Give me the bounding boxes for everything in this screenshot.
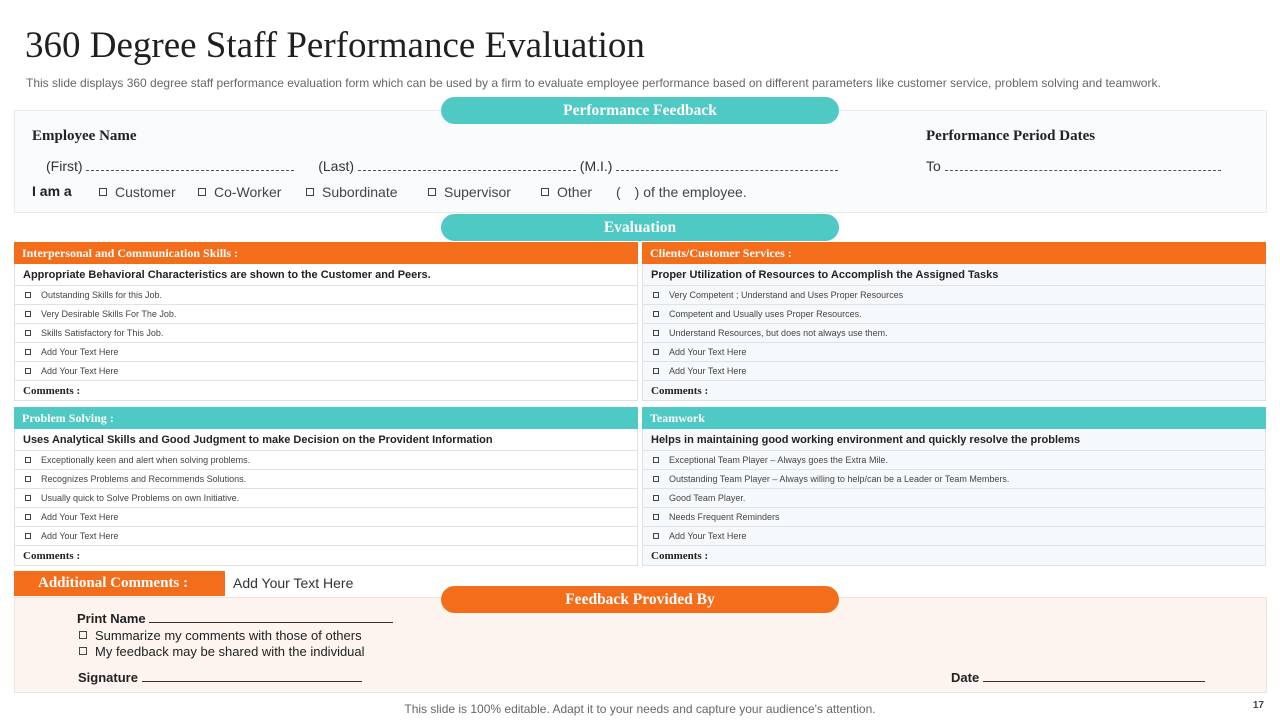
- section-title: Teamwork: [642, 407, 1266, 429]
- date-row: [951, 670, 1205, 685]
- employee-name-fields: [46, 158, 838, 174]
- checklist-item[interactable]: Competent and Usually uses Proper Resources.: [642, 305, 1266, 324]
- checkbox-icon: [25, 330, 31, 336]
- employee-name-label: Employee Name: [32, 128, 137, 144]
- checkbox-icon: [25, 533, 31, 539]
- section-subtitle: Proper Utilization of Resources to Accomplish the Assigned Tasks: [642, 264, 1266, 286]
- checklist-item[interactable]: Add Your Text Here: [14, 343, 638, 362]
- checklist-item[interactable]: Good Team Player.: [642, 489, 1266, 508]
- checkbox-icon: [25, 368, 31, 374]
- signature-row: [78, 670, 362, 685]
- date-label: Date: [951, 670, 980, 685]
- option-subordinate[interactable]: Subordinate: [306, 184, 398, 200]
- section-interpersonal: [14, 242, 638, 401]
- option-supervisor[interactable]: Supervisor: [428, 184, 511, 200]
- first-name-label: (First): [46, 158, 83, 174]
- checkbox-icon: [653, 330, 659, 336]
- checkbox-icon: [653, 292, 659, 298]
- checkbox-icon: [25, 311, 31, 317]
- checklist-item[interactable]: Understand Resources, but does not always use them.: [642, 324, 1266, 343]
- section-title: Interpersonal and Communication Skills :: [14, 242, 638, 264]
- comments-field[interactable]: Comments :: [642, 381, 1266, 401]
- comments-field[interactable]: Comments :: [14, 546, 638, 566]
- checkbox-icon: [25, 457, 31, 463]
- checkbox-icon: [653, 495, 659, 501]
- period-dates-label: Performance Period Dates: [926, 128, 1096, 144]
- checklist-item[interactable]: Very Desirable Skills For The Job.: [14, 305, 638, 324]
- share-option[interactable]: My feedback may be shared with the individual: [79, 644, 365, 659]
- checklist-item[interactable]: Usually quick to Solve Problems on own Initiative.: [14, 489, 638, 508]
- period-to-row: [926, 158, 1221, 174]
- to-label: To: [926, 158, 941, 174]
- checkbox-icon: [653, 311, 659, 317]
- checkbox-icon: [653, 476, 659, 482]
- section-title: Clients/Customer Services :: [642, 242, 1266, 264]
- checklist-item[interactable]: Outstanding Skills for this Job.: [14, 286, 638, 305]
- print-name-label: Print Name: [77, 611, 146, 626]
- of-employee-text: ( ) of the employee.: [616, 184, 747, 200]
- section-title: Problem Solving :: [14, 407, 638, 429]
- last-name-field[interactable]: [358, 159, 576, 171]
- mi-field[interactable]: [616, 159, 838, 171]
- section-subtitle: Helps in maintaining good working environment and quickly resolve the problems: [642, 429, 1266, 451]
- checkbox-icon: [653, 349, 659, 355]
- signature-field[interactable]: [142, 670, 362, 682]
- page-subtitle: This slide displays 360 degree staff performance evaluation form which can be used by a firm to evaluate employee performance based on different parameters like customer service, problem solving and teamwork.: [26, 76, 1161, 90]
- checkbox-icon: [653, 514, 659, 520]
- checkbox-icon: [306, 188, 314, 196]
- checklist-item[interactable]: Add Your Text Here: [14, 527, 638, 546]
- footer-note: This slide is 100% editable. Adapt it to your needs and capture your audience's attention.: [404, 702, 876, 716]
- signature-label: Signature: [78, 670, 138, 685]
- print-name-row: [77, 611, 393, 626]
- section-teamwork: [642, 407, 1266, 566]
- checklist-item[interactable]: Recognizes Problems and Recommends Solutions.: [14, 470, 638, 489]
- evaluation-pill: Evaluation: [441, 214, 839, 241]
- checkbox-icon: [653, 533, 659, 539]
- option-co-worker[interactable]: Co-Worker: [198, 184, 281, 200]
- checkbox-icon: [99, 188, 107, 196]
- checkbox-icon: [25, 292, 31, 298]
- last-name-label: (Last): [318, 158, 355, 174]
- additional-comments-label: Additional Comments :: [14, 571, 225, 596]
- option-customer[interactable]: Customer: [99, 184, 176, 200]
- feedback-provided-pill: Feedback Provided By: [441, 586, 839, 613]
- i-am-label: I am a: [32, 183, 72, 199]
- date-field[interactable]: [983, 670, 1205, 682]
- page-title: 360 Degree Staff Performance Evaluation: [25, 25, 645, 66]
- first-name-field[interactable]: [86, 159, 294, 171]
- checklist-item[interactable]: Add Your Text Here: [642, 527, 1266, 546]
- checklist-item[interactable]: Add Your Text Here: [642, 343, 1266, 362]
- comments-field[interactable]: Comments :: [14, 381, 638, 401]
- page-number: 17: [1252, 700, 1264, 711]
- checklist-item[interactable]: Add Your Text Here: [14, 362, 638, 381]
- checklist-item[interactable]: Skills Satisfactory for This Job.: [14, 324, 638, 343]
- checklist-item[interactable]: Needs Frequent Reminders: [642, 508, 1266, 527]
- checkbox-icon: [25, 349, 31, 355]
- period-to-field[interactable]: [945, 159, 1221, 171]
- summarize-option[interactable]: Summarize my comments with those of others: [79, 628, 362, 643]
- section-problem-solving: [14, 407, 638, 566]
- additional-comments-text[interactable]: Add Your Text Here: [233, 575, 354, 591]
- checklist-item[interactable]: Outstanding Team Player – Always willing to help/can be a Leader or Team Members.: [642, 470, 1266, 489]
- performance-feedback-pill: Performance Feedback: [441, 97, 839, 124]
- checklist-item[interactable]: Add Your Text Here: [14, 508, 638, 527]
- checkbox-icon: [25, 476, 31, 482]
- checkbox-icon: [25, 495, 31, 501]
- option-other[interactable]: Other: [541, 184, 592, 200]
- checkbox-icon: [653, 368, 659, 374]
- checklist-item[interactable]: Very Competent ; Understand and Uses Proper Resources: [642, 286, 1266, 305]
- checkbox-icon: [653, 457, 659, 463]
- checkbox-icon: [428, 188, 436, 196]
- section-client-services: [642, 242, 1266, 401]
- section-subtitle: Appropriate Behavioral Characteristics are shown to the Customer and Peers.: [14, 264, 638, 286]
- section-subtitle: Uses Analytical Skills and Good Judgment to make Decision on the Provident Information: [14, 429, 638, 451]
- checklist-item[interactable]: Exceptionally keen and alert when solving problems.: [14, 451, 638, 470]
- comments-field[interactable]: Comments :: [642, 546, 1266, 566]
- checkbox-icon: [541, 188, 549, 196]
- print-name-field[interactable]: [149, 611, 393, 623]
- checklist-item[interactable]: Exceptional Team Player – Always goes the Extra Mile.: [642, 451, 1266, 470]
- mi-label: (M.I.): [579, 158, 613, 174]
- checklist-item[interactable]: Add Your Text Here: [642, 362, 1266, 381]
- checkbox-icon: [198, 188, 206, 196]
- checkbox-icon: [79, 647, 87, 655]
- checkbox-icon: [25, 514, 31, 520]
- checkbox-icon: [79, 631, 87, 639]
